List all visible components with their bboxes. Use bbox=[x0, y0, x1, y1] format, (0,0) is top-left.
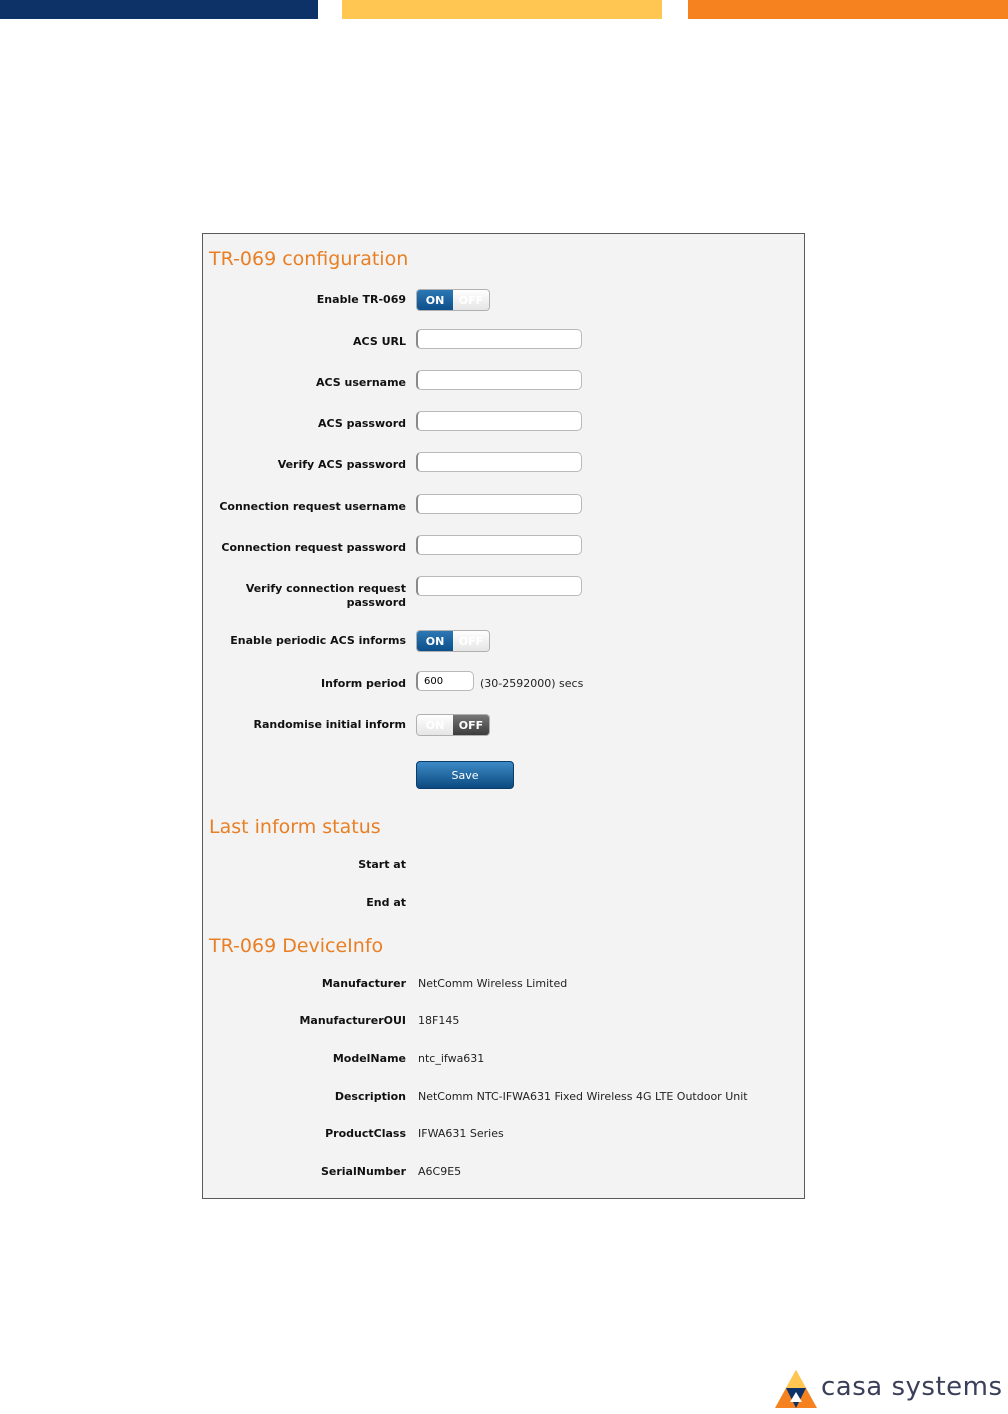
toggle-off-option: OFF bbox=[453, 715, 489, 735]
acs-url-label: ACS URL bbox=[353, 335, 406, 348]
logo-text: casa systems bbox=[821, 1372, 1003, 1402]
last-inform-title: Last inform status bbox=[209, 816, 381, 838]
toggle-on-option: ON bbox=[417, 631, 453, 651]
save-button[interactable]: Save bbox=[416, 761, 514, 789]
config-title: TR-069 configuration bbox=[209, 248, 409, 270]
inform-period-hint: (30-2592000) secs bbox=[480, 677, 584, 690]
enable-periodic-toggle[interactable] bbox=[416, 630, 490, 652]
device-info-label: SerialNumber bbox=[320, 1165, 406, 1178]
acs-password-input[interactable] bbox=[416, 411, 582, 431]
device-info-value: NetComm NTC-IFWA631 Fixed Wireless 4G LTE Outdoor Unit bbox=[418, 1090, 748, 1103]
device-info-label: Description bbox=[334, 1090, 406, 1103]
device-info-value: NetComm Wireless Limited bbox=[418, 977, 568, 990]
toggle-on-option: ON bbox=[417, 715, 453, 735]
verify-conn-req-password-input[interactable] bbox=[416, 576, 582, 596]
randomise-toggle[interactable] bbox=[416, 714, 490, 736]
start-at-label: Start at bbox=[358, 858, 406, 871]
acs-url-input[interactable] bbox=[416, 329, 582, 349]
device-info-label: ManufacturerOUI bbox=[299, 1014, 406, 1027]
toggle-off-option: OFF bbox=[453, 631, 489, 651]
device-info-title: TR-069 DeviceInfo bbox=[209, 935, 384, 957]
device-info-value: ntc_ifwa631 bbox=[418, 1052, 485, 1065]
conn-req-username-label: Connection request username bbox=[219, 500, 406, 513]
acs-username-input[interactable] bbox=[416, 370, 582, 390]
device-info-value: IFWA631 Series bbox=[418, 1127, 504, 1140]
inform-period-input[interactable] bbox=[416, 671, 474, 691]
acs-password-label: ACS password bbox=[318, 417, 406, 430]
inform-period-label: Inform period bbox=[321, 677, 406, 690]
conn-req-password-input[interactable] bbox=[416, 535, 582, 555]
enable-tr069-label: Enable TR-069 bbox=[316, 293, 406, 306]
header-bar-orange bbox=[688, 0, 1008, 19]
toggle-on-option: ON bbox=[417, 290, 453, 310]
enable-periodic-label: Enable periodic ACS informs bbox=[230, 634, 406, 647]
enable-tr069-toggle[interactable] bbox=[416, 289, 490, 311]
verify-acs-password-label: Verify ACS password bbox=[277, 458, 406, 471]
device-info-value: A6C9E5 bbox=[418, 1165, 462, 1178]
casa-systems-logo bbox=[773, 1368, 1005, 1410]
device-info-label: ProductClass bbox=[325, 1127, 406, 1140]
label-line-2: password bbox=[346, 596, 406, 609]
acs-username-label: ACS username bbox=[316, 376, 406, 389]
device-info-label: Manufacturer bbox=[321, 977, 406, 990]
tr069-panel bbox=[202, 233, 805, 1199]
conn-req-password-label: Connection request password bbox=[221, 541, 406, 554]
end-at-label: End at bbox=[366, 896, 406, 909]
randomise-label: Randomise initial inform bbox=[253, 718, 406, 731]
verify-conn-req-password-label bbox=[216, 582, 406, 610]
label-line-1: Verify connection request bbox=[245, 582, 406, 595]
verify-acs-password-input[interactable] bbox=[416, 452, 582, 472]
casa-logo-icon bbox=[773, 1368, 819, 1410]
conn-req-username-input[interactable] bbox=[416, 494, 582, 514]
header-bar-yellow bbox=[342, 0, 662, 19]
toggle-off-option: OFF bbox=[453, 290, 489, 310]
device-info-label: ModelName bbox=[332, 1052, 406, 1065]
header-bar-blue bbox=[0, 0, 318, 19]
device-info-value: 18F145 bbox=[418, 1014, 460, 1027]
